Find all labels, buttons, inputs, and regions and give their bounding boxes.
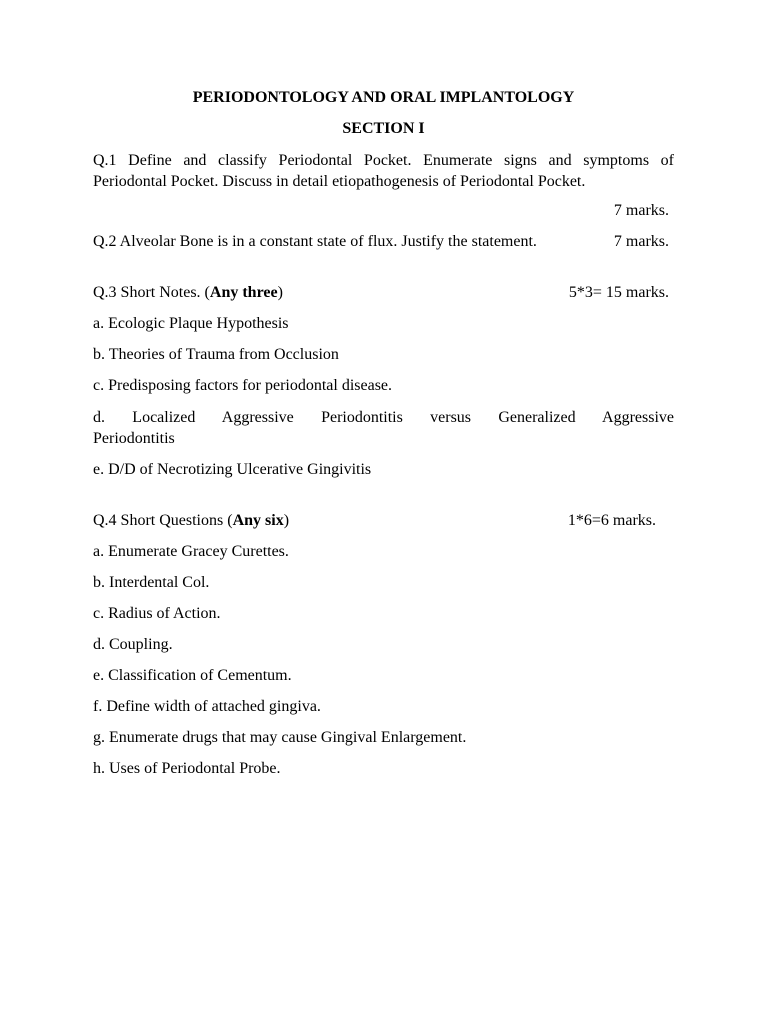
list-item: c. Radius of Action.	[93, 605, 221, 622]
exam-content	[93, 88, 674, 779]
question-3-marks: 5*3= 15 marks.	[568, 284, 669, 301]
paper-title: PERIODONTOLOGY AND ORAL IMPLANTOLOGY	[192, 89, 575, 106]
question-3	[93, 283, 674, 303]
question-4-choice: Any six	[232, 512, 284, 529]
list-item: a. Ecologic Plaque Hypothesis	[93, 315, 289, 332]
list-item: d. Coupling.	[93, 636, 173, 653]
section-heading: SECTION I	[342, 120, 425, 137]
list-item	[93, 407, 674, 449]
question-3-suffix: )	[277, 284, 283, 301]
list-item: a. Enumerate Gracey Curettes.	[93, 543, 289, 560]
list-item: g. Enumerate drugs that may cause Gingival Enlargement.	[93, 729, 467, 746]
list-item: c. Predisposing factors for periodontal disease.	[93, 377, 393, 394]
question-1-marks: 7 marks.	[613, 202, 669, 219]
question-2	[93, 232, 674, 252]
question-4-marks: 1*6=6 marks.	[567, 512, 656, 529]
question-3-prefix: Q.3 Short Notes. (	[93, 284, 210, 301]
list-item: e. D/D of Necrotizing Ulcerative Gingivitis	[93, 461, 372, 478]
question-4	[93, 511, 674, 531]
question-3-choice: Any three	[209, 284, 278, 301]
question-2-text: Q.2 Alveolar Bone is in a constant state of flux. Justify the statement.	[93, 233, 537, 250]
list-item: b. Interdental Col.	[93, 574, 210, 591]
list-item-line-1: d. Localized Aggressive Periodontitis versus Generalized Aggressive	[93, 409, 674, 426]
list-item: e. Classification of Cementum.	[93, 667, 292, 684]
question-1: Q.1 Define and classify Periodontal Pocket. Enumerate signs and symptoms of Periodontal Pocket. Discuss in detail etiopathogenesis of Periodontal Pocket.	[93, 152, 674, 190]
question-4-prefix: Q.4 Short Questions (	[93, 512, 233, 529]
list-item: f. Define width of attached gingiva.	[93, 698, 321, 715]
list-item-line-2: Periodontitis	[93, 430, 175, 447]
list-item: b. Theories of Trauma from Occlusion	[93, 346, 339, 363]
question-4-suffix: )	[283, 512, 290, 529]
question-2-marks: 7 marks.	[613, 233, 669, 250]
list-item: h. Uses of Periodontal Probe.	[93, 760, 281, 777]
